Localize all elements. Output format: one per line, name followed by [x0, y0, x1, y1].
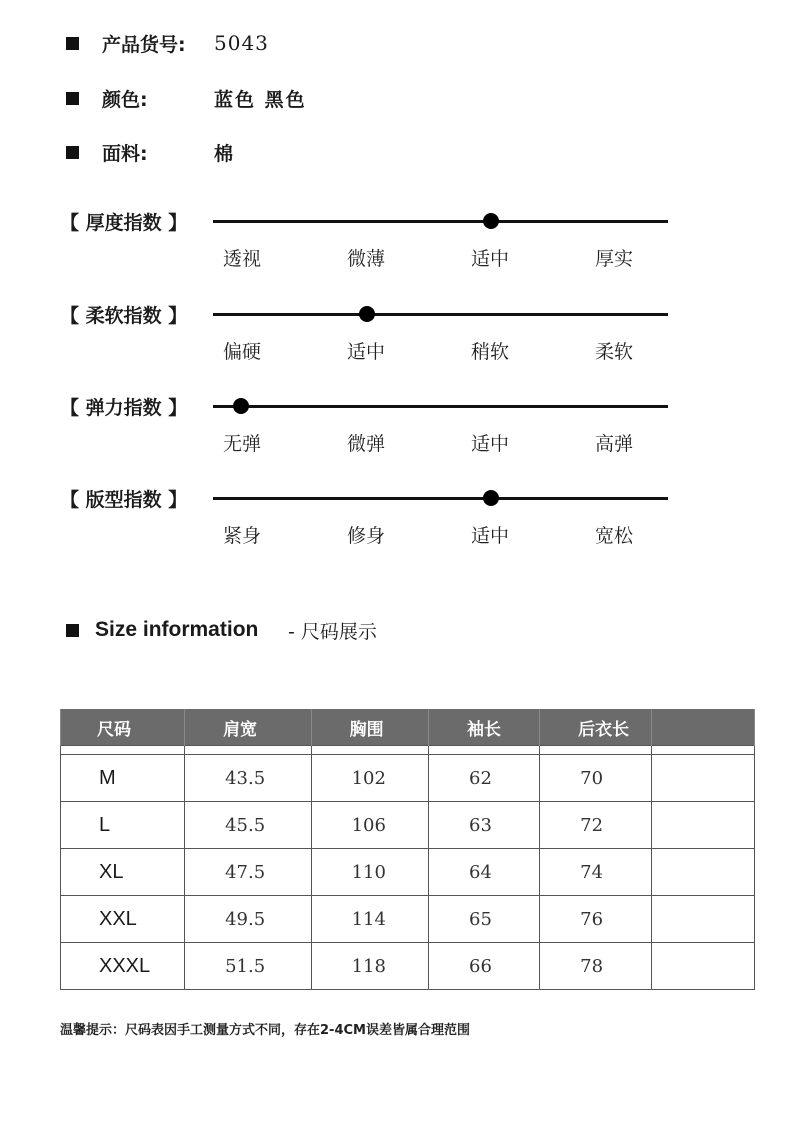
- cell-sleeve: 62: [429, 755, 540, 802]
- cell-chest: 118: [311, 943, 428, 990]
- cell-size: XXL: [61, 896, 185, 943]
- header-size: 尺码: [61, 709, 185, 746]
- scale-option: 适中: [471, 433, 510, 455]
- softness-scale: [0, 301, 790, 381]
- cell-empty: [652, 755, 755, 802]
- cell-size: M: [61, 755, 185, 802]
- scale-title: 【 版型指数 】: [60, 489, 188, 511]
- scale-option: 厚实: [595, 248, 634, 270]
- size-section-header: [66, 614, 377, 646]
- cell-chest: 110: [311, 849, 428, 896]
- cell-back-length: 72: [540, 802, 652, 849]
- scale-marker: [483, 490, 499, 506]
- header-shoulder: 肩宽: [185, 709, 312, 746]
- bullet-icon: [66, 92, 79, 105]
- size-title-cn: - 尺码展示: [288, 620, 377, 643]
- cell-empty: [652, 802, 755, 849]
- scale-marker: [359, 306, 375, 322]
- cell-back-length: 70: [540, 755, 652, 802]
- cell-sleeve: 65: [429, 896, 540, 943]
- cell-shoulder: 47.5: [185, 849, 312, 896]
- cell-shoulder: 45.5: [185, 802, 312, 849]
- fabric-label: 面料:: [102, 142, 148, 165]
- scale-title: 【 厚度指数 】: [60, 212, 188, 234]
- scale-title: 【 柔软指数 】: [60, 305, 188, 327]
- bullet-icon: [66, 624, 79, 637]
- color-row: [66, 83, 307, 113]
- scale-option: 稍软: [471, 341, 510, 363]
- cell-back-length: 78: [540, 943, 652, 990]
- scale-option: 适中: [347, 341, 386, 363]
- bullet-icon: [66, 37, 79, 50]
- bullet-icon: [66, 146, 79, 159]
- product-code-value: 5043: [214, 31, 269, 55]
- scale-marker: [483, 213, 499, 229]
- scale-option: 适中: [471, 248, 510, 270]
- table-row: [61, 755, 755, 802]
- header-chest: 胸围: [311, 709, 428, 746]
- scale-option: 微弹: [347, 433, 386, 455]
- cell-size: XL: [61, 849, 185, 896]
- elasticity-scale: [0, 393, 790, 473]
- cell-back-length: 74: [540, 849, 652, 896]
- cell-sleeve: 64: [429, 849, 540, 896]
- header-back-length: 后衣长: [540, 709, 652, 746]
- cell-size: L: [61, 802, 185, 849]
- scale-option: 无弹: [223, 433, 262, 455]
- table-row: [61, 896, 755, 943]
- scale-marker: [233, 398, 249, 414]
- cell-chest: 106: [311, 802, 428, 849]
- cell-empty: [652, 896, 755, 943]
- scale-option: 微薄: [347, 248, 386, 270]
- thickness-scale: [0, 208, 790, 288]
- table-row: [61, 849, 755, 896]
- scale-track: [213, 220, 668, 223]
- table-row: [61, 802, 755, 849]
- cell-sleeve: 66: [429, 943, 540, 990]
- fit-scale: [0, 485, 790, 565]
- color-label: 颜色:: [102, 88, 148, 111]
- scale-option: 紧身: [223, 525, 262, 547]
- cell-back-length: 76: [540, 896, 652, 943]
- scale-track: [213, 405, 668, 408]
- size-title-en: Size information: [95, 618, 259, 641]
- scale-option: 偏硬: [223, 341, 262, 363]
- scale-option: 柔软: [595, 341, 634, 363]
- cell-size: XXXL: [61, 943, 185, 990]
- cell-shoulder: 43.5: [185, 755, 312, 802]
- cell-chest: 102: [311, 755, 428, 802]
- fabric-row: [66, 137, 236, 167]
- scale-track: [213, 313, 668, 316]
- color-value: 蓝色 黑色: [214, 88, 307, 111]
- scale-option: 适中: [471, 525, 510, 547]
- cell-empty: [652, 849, 755, 896]
- header-sleeve: 袖长: [429, 709, 540, 746]
- product-code-row: [66, 28, 269, 58]
- cell-shoulder: 49.5: [185, 896, 312, 943]
- table-header-row: [61, 709, 755, 746]
- cell-empty: [652, 943, 755, 990]
- table-spacer-row: [61, 746, 755, 755]
- fabric-value: 棉: [214, 142, 236, 165]
- scale-option: 宽松: [595, 525, 634, 547]
- scale-title: 【 弹力指数 】: [60, 397, 188, 419]
- table-row: [61, 943, 755, 990]
- scale-option: 透视: [223, 248, 262, 270]
- cell-shoulder: 51.5: [185, 943, 312, 990]
- product-code-label: 产品货号:: [102, 33, 186, 56]
- size-note: 温馨提示：尺码表因手工测量方式不同，存在2-4CM误差皆属合理范围: [60, 1023, 470, 1038]
- size-table: [60, 709, 755, 990]
- scale-option: 修身: [347, 525, 386, 547]
- cell-chest: 114: [311, 896, 428, 943]
- scale-track: [213, 497, 668, 500]
- header-empty: [652, 709, 755, 746]
- scale-option: 高弹: [595, 433, 634, 455]
- cell-sleeve: 63: [429, 802, 540, 849]
